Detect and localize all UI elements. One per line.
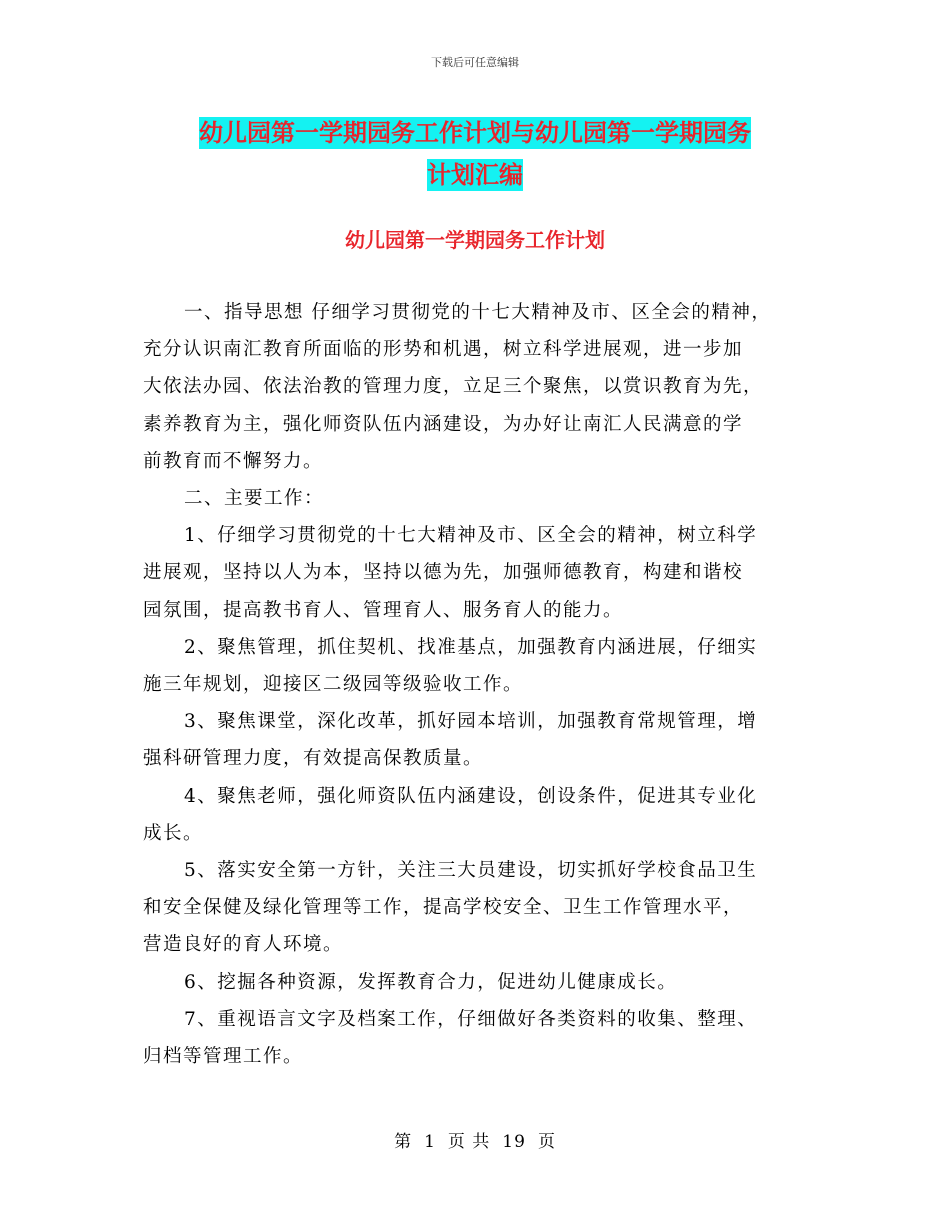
paragraph-item-5 — [143, 852, 809, 964]
paragraph-item-7 — [143, 1001, 809, 1075]
text-line: 素养教育为主，强化师资队伍内涵建设，为办好让南汇人民满意的学 — [143, 413, 744, 435]
paragraph-item-3 — [143, 703, 809, 777]
page-prefix: 第 — [394, 1132, 413, 1152]
text-line: 园氛围，提高教书育人、管理育人、服务育人的能力。 — [143, 599, 624, 621]
text-line: 一、指导思想 仔细学习贯彻党的十七大精神及市、区全会的精神， — [184, 302, 772, 323]
page-footer — [0, 1127, 950, 1152]
text-line: 营造良好的育人环境。 — [143, 934, 344, 956]
text-line: 2、聚焦管理，抓住契机、找准基点，加强教育内涵进展，仔细实 — [184, 636, 758, 658]
text-line: 和安全保健及绿化管理等工作，提高学校安全、卫生工作管理水平， — [143, 897, 744, 919]
text-line: 4、聚焦老师，强化师资队伍内涵建设，创设条件，促进其专业化 — [184, 785, 758, 807]
paragraph-main-work-heading — [143, 480, 809, 517]
document-title-line-1: 幼儿园第一学期园务工作计划与幼儿园第一学期园务 — [199, 119, 751, 147]
paragraph-item-6 — [143, 964, 809, 1001]
page-number: 1 — [424, 1132, 436, 1152]
text-line: 归档等管理工作。 — [143, 1046, 304, 1068]
text-line: 6、挖掘各种资源，发挥教育合力，促进幼儿健康成长。 — [184, 971, 678, 993]
paragraph-item-1 — [143, 517, 809, 629]
text-line: 施三年规划，迎接区二级园等级验收工作。 — [143, 674, 524, 696]
text-line: 3、聚焦课堂，深化改革，抓好园本培训，加强教育常规管理，增 — [184, 711, 758, 733]
text-line: 二、主要工作： — [184, 488, 325, 510]
document-title-line-2: 计划汇编 — [427, 161, 523, 189]
page-middle: 页 共 — [447, 1132, 491, 1152]
text-line: 进展观，坚持以人为本，坚持以德为先，加强师德教育，构建和谐校 — [143, 562, 744, 584]
document-body — [143, 294, 809, 1075]
text-line: 1、仔细学习贯彻党的十七大精神及市、区全会的精神，树立科学 — [184, 525, 758, 547]
text-line: 强科研管理力度，有效提高保教质量。 — [143, 748, 484, 770]
document-title — [140, 112, 810, 196]
text-line: 充分认识南汇教育所面临的形势和机遇，树立科学进展观，进一步加 — [143, 339, 744, 361]
text-line: 成长。 — [143, 822, 204, 844]
page-header-note: 下载后可任意编辑 — [431, 56, 519, 69]
section-title: 幼儿园第一学期园务工作计划 — [345, 228, 605, 252]
text-line: 5、落实安全第一方针，关注三大员建设，切实抓好学校食品卫生 — [184, 860, 758, 882]
page-suffix: 页 — [537, 1132, 556, 1152]
paragraph-item-4 — [143, 778, 809, 852]
text-line: 前教育而不懈努力。 — [143, 450, 324, 472]
text-line: 大依法办园、依法治教的管理力度，立足三个聚焦，以赏识教育为先， — [143, 376, 764, 398]
paragraph-guiding-ideology — [143, 294, 809, 480]
page-total: 19 — [502, 1132, 526, 1152]
paragraph-item-2 — [143, 629, 809, 703]
text-line: 7、重视语言文字及档案工作，仔细做好各类资料的收集、整理、 — [184, 1008, 758, 1030]
